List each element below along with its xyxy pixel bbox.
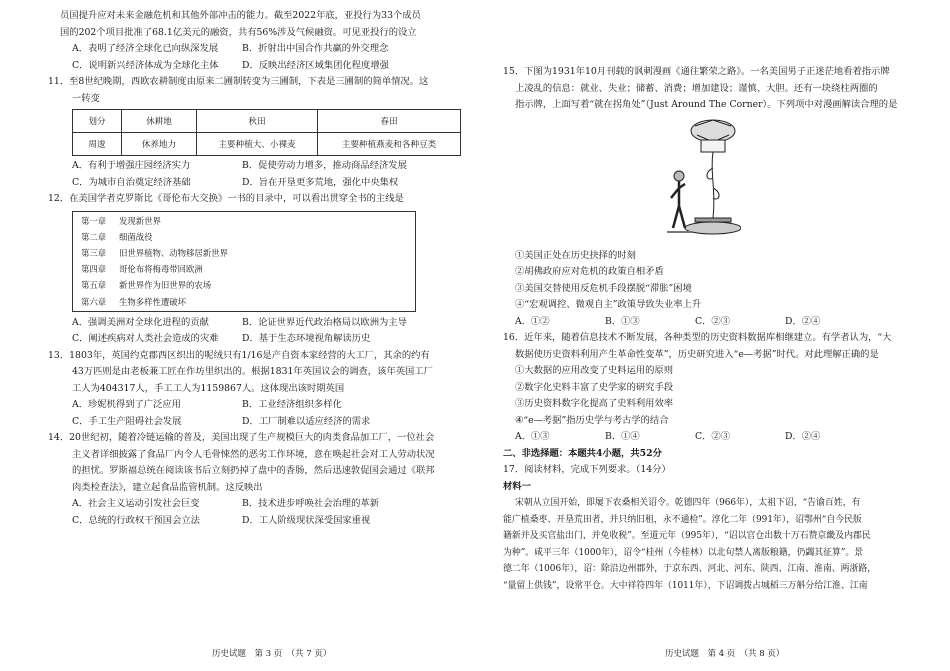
option-a[interactable]: A．珍妮机得到了广泛应用 bbox=[72, 399, 181, 411]
option-a[interactable]: A．有利于增强庄园经济实力 bbox=[72, 160, 191, 171]
option-c[interactable]: C．为城市自治奠定经济基础 bbox=[72, 176, 191, 188]
q11-stem-line-2: 一转变 bbox=[72, 92, 100, 104]
q12-contents-box bbox=[72, 211, 416, 312]
table-cell: 休养地力 bbox=[122, 133, 197, 156]
q14-stem-line-1: 14．20世纪初，随着冷链运输的普及，美国出现了生产规模巨大的肉类食品加工厂，一位社会 bbox=[48, 432, 435, 444]
q12-stem: 12．在美国学者克罗斯比《哥伦布大交换》一书的目录中，可以看出贯穿全书的主线是 bbox=[48, 193, 404, 204]
material-line: “量留上供钱”，设常平仓。大中祥符四年（1011年），下诏调拨占城稻三万斛分给江淮、江南 bbox=[503, 580, 868, 591]
material-line: 籍新并及买官盐出门，并免收税”。至道元年（995年），“诏以官仓出数十万石赞京畿及内郡民 bbox=[503, 531, 871, 541]
q15-item-2: ②胡佛政府应对危机的政策自相矛盾 bbox=[515, 266, 664, 277]
material-line: 宋朝从立国开始，即屡下农桑相关诏令。乾德四年（966年），太祖下诏，“告谕百姓，有 bbox=[515, 498, 861, 508]
option-d[interactable]: D．②④ bbox=[785, 315, 821, 327]
option-d[interactable]: D．工人阶级现状深受国家重视 bbox=[242, 514, 371, 526]
q11-table bbox=[72, 109, 461, 156]
table-header: 休耕地 bbox=[122, 110, 197, 133]
option-a[interactable]: A．①② bbox=[515, 315, 550, 327]
q16-item-4: ④“e—考据”指历史学与考古学的结合 bbox=[515, 414, 669, 426]
option-b[interactable]: B．折射出中国合作共赢的外交理念 bbox=[242, 43, 389, 54]
option-b[interactable]: B．促使劳动力增多，推动商品经济发展 bbox=[242, 160, 407, 171]
option-c[interactable]: C．阐述疾病对人类社会造成的灾难 bbox=[72, 333, 219, 345]
cartoon-illustration bbox=[663, 118, 741, 242]
page-footer: 历史试题 第 4 页 （共 8 页） bbox=[665, 649, 785, 659]
option-c[interactable]: C．总统的行政权干预国会立法 bbox=[72, 514, 200, 526]
q14-stem-line-2: 主义者详细披露了食品厂内令人毛骨悚然的恶劣工作环境，意在唤起社会对工人劳动状况 bbox=[72, 448, 435, 460]
q11-stem-line-1: 11．至8世纪晚期，西欧农耕制度由原来二圃制转变为三圃制，下表是三圃制的简单情况。这 bbox=[48, 76, 429, 87]
option-b[interactable]: B．技术进步呼唤社会治理的革新 bbox=[242, 498, 379, 510]
q10-stem-line-2: 国的202个项目批准了68.1亿美元的融资，共有56%涉及气候融资。可见亚投行的设立 bbox=[60, 26, 417, 38]
option-a[interactable]: A．强调美洲对全球化进程的贡献 bbox=[72, 316, 209, 328]
q15-stem-line-1: 15．下图为1931年10月刊载的讽刺漫画《通往繁荣之路》。一名美国男子正迷茫地看着指示牌 bbox=[503, 66, 890, 77]
q15-options bbox=[503, 314, 910, 331]
option-c[interactable]: C．手工生产阻碍社会发展 bbox=[72, 415, 182, 427]
q13-stem-line-2: 43万匹则是由老板兼工匠在作坊里织出的。根据1831年英国议会的调查，该年英国工厂 bbox=[72, 366, 433, 378]
q15-item-4: ④“宏观调控、微观自主”政策导致失业率上升 bbox=[515, 299, 702, 310]
material-line: 能广植桑枣、开垦荒田者，并只纳旧租，永不通检”。淳化二年（991年），诏鄂州“自今民版 bbox=[503, 514, 862, 525]
table-header: 划分 bbox=[73, 110, 122, 133]
q15-stem-line-3: 指示牌，上面写着“就在拐角处”（Just Around The Corner）。下列项中对漫画解读合理的是 bbox=[515, 99, 898, 110]
chapter-row: 第五章 新世界作为旧世界的农场 bbox=[81, 280, 212, 291]
q13-stem-line-1: 13．1803年，英国约克郡西区织出的呢绒只有1/16是产自资本家经营的大工厂，其余的约有 bbox=[48, 349, 430, 361]
page-footer: 历史试题 第 3 页 （共 7 页） bbox=[212, 649, 332, 659]
q15-item-1: ①美国正处在历史抉择的时刻 bbox=[515, 249, 636, 261]
option-a[interactable]: A．①③ bbox=[515, 431, 550, 442]
option-b[interactable]: B．①④ bbox=[605, 431, 640, 442]
material-label: 材料一 bbox=[503, 480, 531, 492]
table-cell: 主要种植燕麦和各种豆类 bbox=[318, 133, 461, 156]
q16-stem-line-2: 数据使历史资料利用产生革命性变革”，历史研究进入“e—考据”时代。对此理解正确的是 bbox=[515, 348, 879, 360]
option-b[interactable]: B．论证世界近代政治格局以欧洲为主导 bbox=[242, 316, 407, 328]
q10-options bbox=[60, 41, 461, 74]
right-page bbox=[475, 0, 950, 671]
q16-item-2: ②数字化史料丰富了史学家的研究手段 bbox=[515, 381, 674, 393]
table-header: 秋田 bbox=[197, 110, 318, 133]
q15-stem-line-2: 上凌乱的信息：就业、失业；储蓄、消费；增加建设；谨慎、大胆。还有一块绕柱两圈的 bbox=[515, 82, 878, 94]
section-heading: 二、非选择题：本题共4小题，共52分 bbox=[503, 447, 662, 459]
table-header: 春田 bbox=[318, 110, 461, 133]
option-d[interactable]: D．反映出经济区域集团化程度增强 bbox=[242, 59, 389, 71]
option-a[interactable]: A．表明了经济全球化已向纵深发展 bbox=[72, 43, 219, 54]
material-line: 为种”。咸平三年（1000年），诏令“桂州（今桂林）以北旬禁人离版粮籍，仍蠲其征算”。景 bbox=[503, 547, 864, 558]
q16-item-3: ③历史资料数字化提高了史料利用效率 bbox=[515, 398, 674, 409]
q16-item-1: ①大数据的应用改变了史料运用的原则 bbox=[515, 365, 674, 376]
chapter-row: 第四章 哥伦布将梅毒带回欧洲 bbox=[81, 264, 203, 275]
q14-stem-line-4: 肉类检查法》，建立起食品监管机制。这反映出 bbox=[72, 481, 263, 493]
q15-item-3: ③美国交替使用反危机手段摆脱“滞胀”困境 bbox=[515, 282, 692, 294]
table-cell: 主要种植大、小裸麦 bbox=[197, 133, 318, 156]
q16-stem-line-1: 16．近年来，随着信息技术不断发展，各种类型的历史资料数据库相继建立。有学者认为，“大 bbox=[503, 332, 892, 343]
table-cell: 周逡 bbox=[73, 133, 122, 156]
q14-options bbox=[60, 496, 461, 529]
q14-stem-line-3: 的担忧。罗斯福总统在阅读该书后立刻扔掉了盘中的香肠，然后迅速敦促国会通过《联邦 bbox=[72, 465, 435, 477]
option-d[interactable]: D．工厂制难以适应经济的需求 bbox=[242, 415, 371, 427]
chapter-row: 第一章 发现新世界 bbox=[81, 215, 161, 226]
option-d[interactable]: D．基于生态环境视角解读历史 bbox=[242, 333, 371, 345]
option-b[interactable]: B．①③ bbox=[605, 315, 640, 327]
option-a[interactable]: A．社会主义运动引发社会巨变 bbox=[72, 498, 200, 510]
q16-options bbox=[503, 429, 910, 446]
option-c[interactable]: C．说明新兴经济体成为全球化主体 bbox=[72, 59, 219, 71]
option-c[interactable]: C．②③ bbox=[695, 431, 731, 442]
chapter-row: 第三章 旧世界植物、动物移居新世界 bbox=[81, 247, 228, 258]
option-b[interactable]: B．工业经济组织多样化 bbox=[242, 399, 342, 411]
material-line: 德二年（1006年），诏：除沿边州郡外，于京东西、河北、河东、陕西、江南、淮南、两浙路， bbox=[503, 564, 877, 574]
chapter-row: 第六章 生物多样性遭破坏 bbox=[81, 296, 186, 307]
option-d[interactable]: D．旨在开垦更多荒地，强化中央集权 bbox=[242, 176, 399, 188]
option-d[interactable]: D．②④ bbox=[785, 431, 821, 442]
q12-options bbox=[60, 315, 461, 348]
q17-stem: 17．阅读材料，完成下列要求。（14分） bbox=[503, 464, 671, 475]
q13-stem-line-3: 工人为404317人，手工工人为1159867人。这体现出该时期英国 bbox=[72, 382, 345, 394]
q10-stem-line-1: 员国提升应对未来金融危机和其他外部冲击的能力。截至2022年底，亚投行为33个成员 bbox=[60, 10, 421, 21]
q11-options bbox=[60, 158, 461, 191]
q13-options bbox=[60, 397, 461, 430]
option-c[interactable]: C．②③ bbox=[695, 315, 731, 327]
chapter-row: 第二章 细菌战役 bbox=[81, 231, 153, 242]
